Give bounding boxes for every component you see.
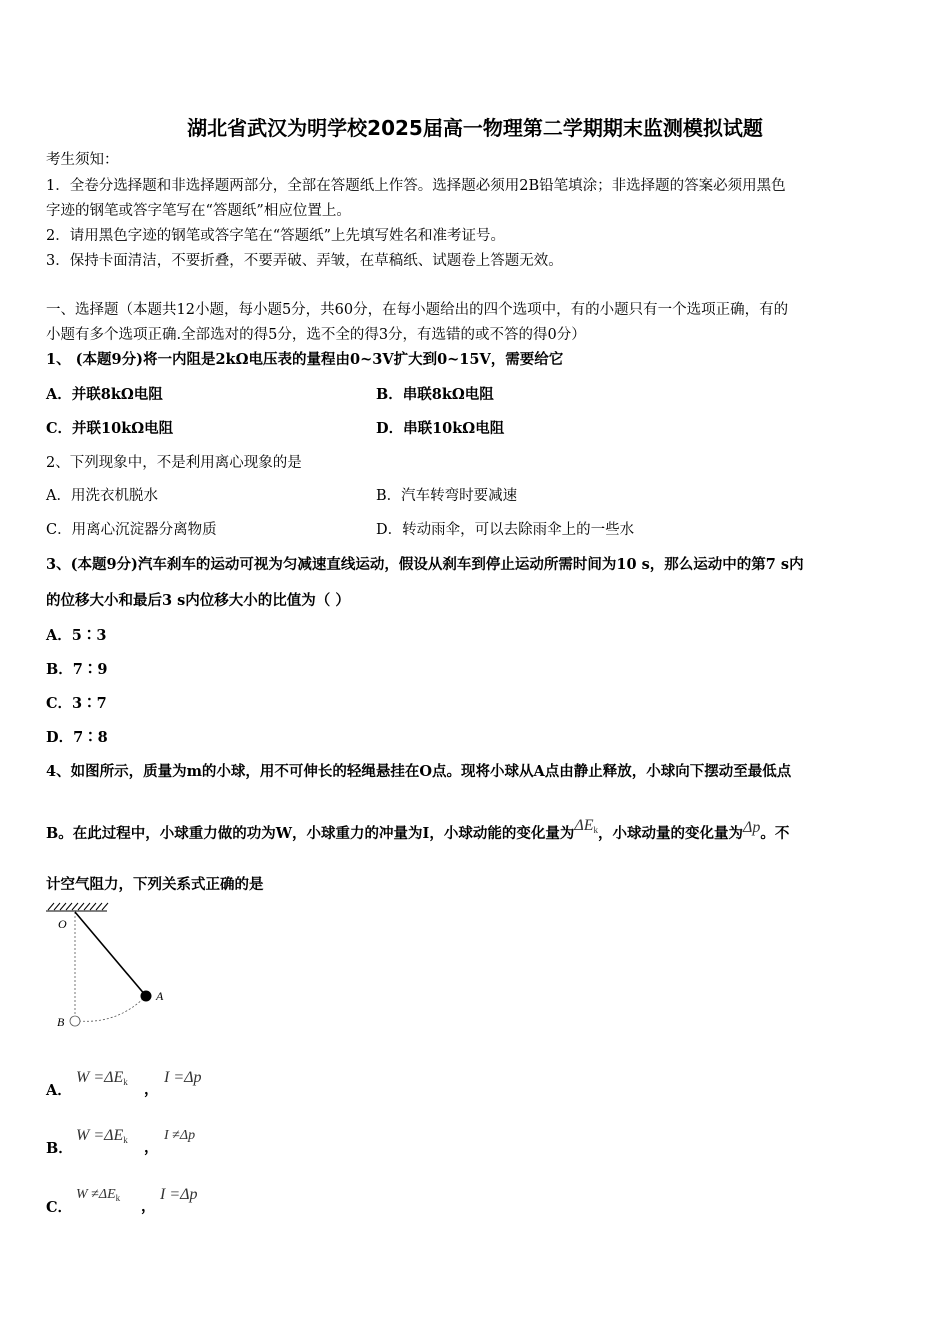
notice-item-2: 2．请用黑色字迹的钢笔或答字笔在“答题纸”上先填写姓名和准考证号。 <box>46 228 506 244</box>
q4-stem-part-b: ，小球动量的变化量为 <box>598 825 743 842</box>
ball-at-a <box>141 991 152 1002</box>
ceiling-hatch <box>46 903 108 911</box>
delta-ek-expr: $\Delta E_k$ <box>574 817 598 835</box>
page-title: 湖北省武汉为明学校2025届高一物理第二学期期末监测模拟试题 <box>187 116 763 140</box>
q1-option-b: B．串联8kΩ电阻 <box>376 386 494 403</box>
delta-p-expr: Δp <box>743 819 761 836</box>
section-heading-line1: 一、选择题（本题共12小题，每小题5分，共60分，在每小题给出的四个选项中，有的小题只有一个选项正确，有的 <box>46 302 789 318</box>
q1-stem: 1、 (本题9分)将一内阻是2kΩ电压表的量程由0~3V扩大到0~15V，需要给它 <box>46 351 564 368</box>
q3-option-b: B．7∶9 <box>46 661 108 678</box>
q4-stem-part-c: 。不 <box>760 825 790 842</box>
q4-stem-line1: 4、如图所示，质量为m的小球，用不可伸长的轻绳悬挂在O点。现将小球从A点由静止释放，小球向下摆动至最低点 <box>46 763 792 780</box>
notice-item-1-cont: 字迹的钢笔或答字笔写在“答题纸”相应位置上。 <box>46 203 351 219</box>
notice-heading: 考生须知： <box>46 152 119 168</box>
q2-option-a: A．用洗衣机脱水 <box>46 488 158 504</box>
label-o: O <box>58 917 67 931</box>
q1-option-c: C．并联10kΩ电阻 <box>46 420 174 437</box>
notice-item-1: 1．全卷分选择题和非选择题两部分，全部在答题纸上作答。选择题必须用2B铅笔填涂；非选择题的答案必须用黑色 <box>46 178 786 194</box>
section-heading-line2: 小题有多个选项正确.全部选对的得5分，选不全的得3分，有选错的或不答的得0分） <box>46 327 586 343</box>
label-b: B <box>57 1015 65 1029</box>
q1-option-a: A．并联8kΩ电阻 <box>46 386 163 403</box>
label-a: A <box>156 989 164 1003</box>
q2-option-d: D．转动雨伞，可以去除雨伞上的一些水 <box>376 522 635 538</box>
q4-stem-line2 <box>46 817 790 848</box>
q3-option-d: D．7∶8 <box>46 729 108 746</box>
q3-stem-line2: 的位移大小和最后3 s内位移大小的比值为（ ） <box>46 592 350 609</box>
notice-item-3: 3．保持卡面清洁，不要折叠，不要弄破、弄皱，在草稿纸、试题卷上答题无效。 <box>46 253 563 269</box>
q2-option-b: B．汽车转弯时要减速 <box>376 488 518 504</box>
q3-option-a: A．5∶3 <box>46 627 107 644</box>
swing-arc <box>79 996 146 1021</box>
q4-stem-part-a: B。在此过程中，小球重力做的功为W，小球重力的冲量为I，小球动能的变化量为 <box>46 825 575 842</box>
q2-stem: 2、下列现象中，不是利用离心现象的是 <box>46 455 302 471</box>
pendulum-string <box>75 912 146 996</box>
pendulum-figure <box>40 900 180 1035</box>
q3-option-c: C．3∶7 <box>46 695 107 712</box>
q2-option-c: C．用离心沉淀器分离物质 <box>46 522 217 538</box>
q3-stem-line1: 3、(本题9分)汽车刹车的运动可视为匀减速直线运动，假设从刹车到停止运动所需时间为10 s，那么运动中的第7 s内 <box>46 556 804 573</box>
ball-at-b <box>70 1016 80 1026</box>
q1-option-d: D．串联10kΩ电阻 <box>376 420 505 437</box>
q4-stem-line3: 计空气阻力，下列关系式正确的是 <box>46 876 264 893</box>
